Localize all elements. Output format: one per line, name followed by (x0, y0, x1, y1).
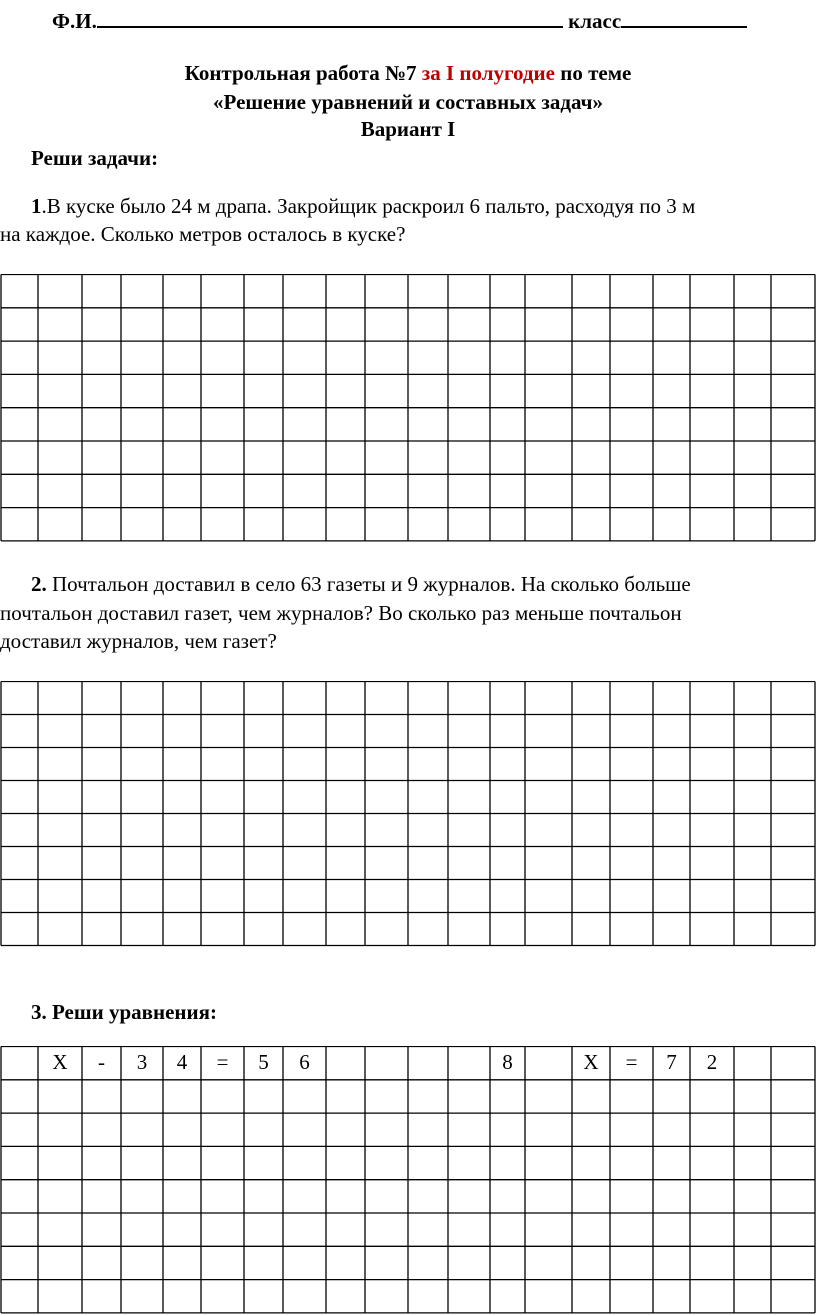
equation-cell-text: 7 (666, 1050, 677, 1074)
task1-number: 1 (31, 194, 42, 218)
equation-cell-text: 8 (502, 1050, 513, 1074)
equation-cell-text: X (583, 1050, 599, 1074)
student-name-field[interactable] (52, 6, 747, 33)
task2-line-2: почтальон доставил газет, чем журналов? Во сколько раз меньше почтальон (0, 601, 682, 625)
equation-cell-text: 6 (299, 1050, 310, 1074)
equation-cell-text: = (625, 1050, 638, 1074)
task2-line-1 (31, 572, 691, 596)
variant-title: Вариант I (360, 117, 456, 141)
equation-grid[interactable] (0, 1046, 816, 1314)
title-line-1 (0, 61, 816, 85)
equation-cell-text: X (52, 1050, 68, 1074)
equation-cell-text: 5 (258, 1050, 269, 1074)
task3-heading: 3. Реши уравнения: (31, 1000, 217, 1024)
equation-cell-text: 3 (136, 1050, 148, 1074)
equation-cell-text: = (216, 1050, 229, 1074)
task1-line-2: на каждое. Сколько метров осталось в куске? (0, 222, 406, 246)
title-text: Контрольная работа №7 (184, 61, 422, 85)
task2-text: Почтальон доставил в село 63 газеты и 9 журналов. На сколько больше (46, 572, 691, 596)
task2-number: 2. (31, 572, 47, 596)
section-heading: Реши задачи: (31, 146, 159, 170)
task2-line-3: доставил журналов, чем газет? (0, 629, 277, 653)
title-line-2: «Решение уравнений и составных задач» (213, 90, 603, 114)
equation-cell-text: 2 (706, 1050, 718, 1074)
task1-text: .В куске было 24 м драпа. Закройщик раскроил 6 пальто, расходуя по 3 м (41, 194, 696, 218)
title-text-end: по теме (554, 61, 632, 85)
title-red-text: за I полугодие (421, 61, 555, 85)
equation-cell-text: - (98, 1050, 105, 1074)
answer-grid-1[interactable] (0, 274, 816, 542)
name-blank-line[interactable] (97, 6, 563, 28)
class-label: класс (568, 9, 622, 33)
class-blank-line[interactable] (621, 6, 747, 28)
fio-label: Ф.И. (52, 9, 97, 33)
equation-cell-text: 4 (176, 1050, 188, 1074)
answer-grid-2[interactable] (0, 681, 816, 947)
task1-line-1 (31, 194, 695, 218)
